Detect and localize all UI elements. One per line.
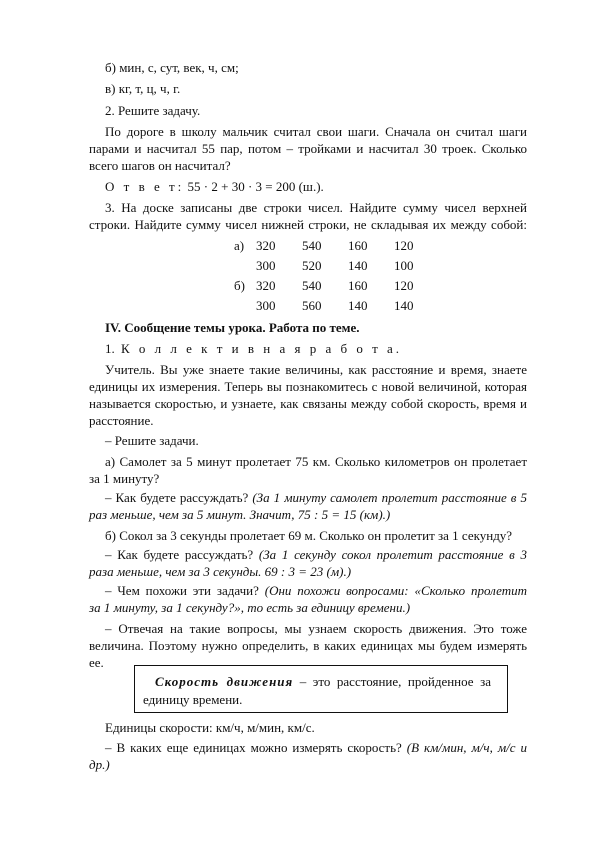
table-row	[234, 296, 440, 316]
text-line: единицы их измерения. Теперь вы познакомитесь с новой величиной, которая	[89, 379, 527, 394]
table-cell: 100	[394, 258, 414, 273]
table-cell: 160	[348, 238, 368, 253]
text-line: – Отвечая на такие вопросы, мы узнаем скорость движения. Это тоже	[105, 621, 527, 636]
table-cell: 140	[394, 298, 414, 313]
text-line: По дороге в школу мальчик считал свои шаги. Сначала он считал шаги	[105, 124, 527, 139]
text-line: Единицы скорости: км/ч, м/мин, км/с.	[105, 720, 315, 735]
table-cell: б)	[234, 278, 245, 293]
answer-text: 55 · 2 + 30 · 3 = 200 (ш.).	[184, 179, 324, 194]
text-line	[105, 490, 527, 506]
text-line: всего шагов он насчитал?	[89, 158, 231, 173]
table-cell	[234, 296, 256, 316]
answer-italic: (За 1 секунду сокол пролетит расстояние в 3	[253, 547, 527, 562]
definition-term: Скорость движения	[155, 674, 294, 689]
question-text: – В каких еще единицах можно измерять скорость?	[105, 740, 402, 755]
text-line: расстояние.	[89, 413, 154, 428]
subsection-number: 1.	[105, 341, 115, 356]
text-line	[105, 547, 527, 563]
answer-label: О т в е т:	[105, 179, 185, 194]
text-line: Учитель. Вы уже знаете такие величины, как расстояние и время, знаете	[105, 362, 527, 377]
question-text: – Как будете рассуждать?	[105, 547, 254, 562]
text-line: ее.	[89, 655, 104, 670]
text-line: б) Сокол за 3 секунды пролетает 69 м. Сколько он пролетит за 1 секунду?	[105, 528, 513, 543]
table-cell: 120	[394, 278, 414, 293]
text-line	[105, 740, 527, 756]
table-cell: 540	[302, 238, 322, 253]
subsection-title: К о л л е к т и в н а я р а б о т а.	[114, 341, 403, 356]
definition-line	[155, 674, 491, 690]
table-cell: 520	[302, 258, 322, 273]
table-cell	[234, 256, 256, 276]
numbers-table	[234, 236, 440, 316]
answer-italic: (Они похожи вопросами: «Сколько пролетит	[258, 583, 527, 598]
table-cell: 540	[302, 278, 322, 293]
question-text: – Как будете рассуждать?	[105, 490, 249, 505]
text-line: раза меньше, чем за 3 секунды. 69 : 3 = 23 (м).)	[89, 564, 352, 579]
table-cell: 300	[256, 258, 276, 273]
text-line: называется скоростью, и узнаете, как связаны между собой скорость, время и	[89, 396, 527, 411]
text-line: парами и насчитал 55 пар, потом – тройками и насчитал 30 троек. Сколько	[89, 141, 527, 156]
text-line: а) Самолет за 5 минут пролетает 75 км. Сколько километров он пролетает	[105, 454, 527, 469]
table-cell: 320	[256, 278, 276, 293]
text-line: 3. На доске записаны две строки чисел. Найдите сумму чисел верхней	[105, 200, 527, 215]
table-cell: 160	[348, 278, 368, 293]
text-line: строки. Найдите сумму чисел нижней строки, не складывая их между собой:	[89, 217, 527, 232]
table-cell: а)	[234, 238, 245, 253]
table-row	[234, 276, 440, 296]
definition-box	[134, 665, 508, 713]
definition-line: единицу времени.	[143, 692, 243, 707]
definition-text: – это расстояние, пройденное за	[293, 674, 491, 689]
table-row	[234, 236, 440, 256]
answer-italic: (В км/мин, м/ч, м/с и	[401, 740, 527, 755]
table-cell: 320	[256, 238, 276, 253]
text-line: – Решите задачи.	[105, 433, 199, 448]
section-heading: IV. Сообщение темы урока. Работа по теме.	[105, 320, 360, 335]
text-line: за 1 минуту?	[89, 471, 160, 486]
text-line: в) кг, т, ц, ч, г.	[105, 81, 181, 96]
answer-line	[105, 179, 324, 195]
table-cell: 300	[256, 298, 276, 313]
text-line: др.)	[89, 757, 110, 772]
table-row	[234, 256, 440, 276]
table-cell: 140	[348, 298, 368, 313]
text-line	[105, 583, 527, 599]
table-cell: 120	[394, 238, 414, 253]
text-line: б) мин, с, сут, век, ч, см;	[105, 60, 239, 75]
text-line: раз меньше, чем за 5 минут. Значит, 75 : 5 = 15 (км).)	[89, 507, 391, 522]
question-text: – Чем похожи эти задачи?	[105, 583, 259, 598]
answer-italic: (За 1 минуту самолет пролетит расстояние в 5	[248, 490, 527, 505]
text-line: 2. Решите задачу.	[105, 103, 201, 118]
subsection-heading	[105, 341, 402, 357]
table-cell: 560	[302, 298, 322, 313]
text-line: за 1 минуту, за 1 секунду?», то есть за единицу времени.)	[89, 600, 411, 615]
table-cell: 140	[348, 258, 368, 273]
text-line: величина. Поэтому нужно определить, в каких единицах мы будем измерять	[89, 638, 527, 653]
